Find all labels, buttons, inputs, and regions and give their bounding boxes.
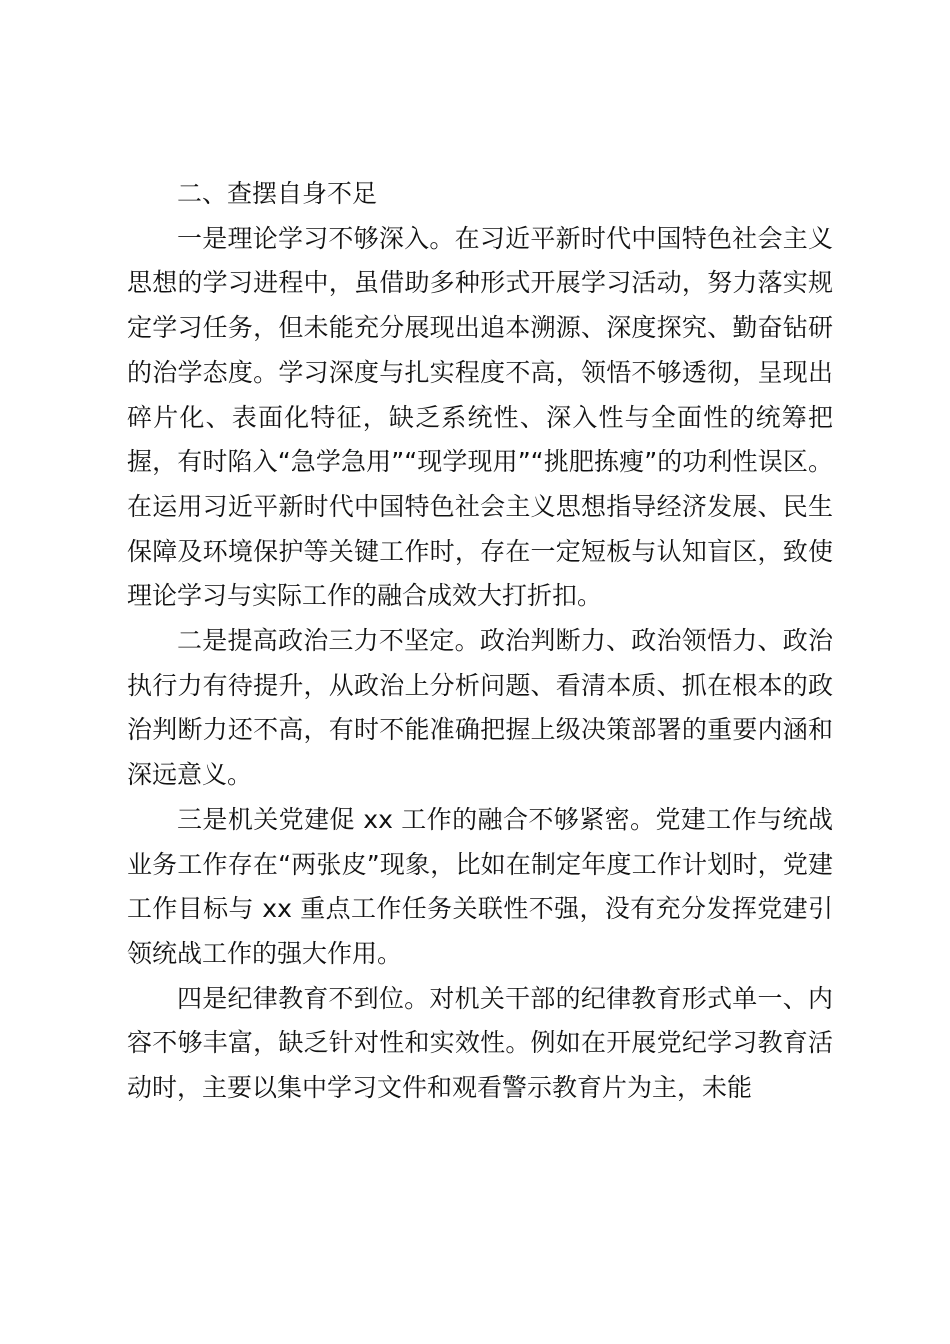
paragraph-political-ability: 二是提高政治三力不坚定。政治判断力、政治领悟力、政治执行力有待提升，从政治上分析问题、看清本质、抓在根本的政治判断力还不高，有时不能准确把握上级决策部署的重要内涵和深远意义。: [127, 626, 833, 790]
paragraph-discipline-education: 四是纪律教育不到位。对机关干部的纪律教育形式单一、内容不够丰富，缺乏针对性和实效性。例如在开展党纪学习教育活动时，主要以集中学习文件和观看警示教育片为主，未能: [127, 983, 833, 1103]
document-body: [127, 172, 833, 1111]
section-heading: 二、查摆自身不足: [177, 179, 378, 208]
paragraph-theory-study: 一是理论学习不够深入。在习近平新时代中国特色社会主义思想的学习进程中，虽借助多种形式开展学习活动，努力落实规定学习任务，但未能充分展现出追本溯源、深度探究、勤奋钻研的治学态度。学习深度与扎实程度不高，领悟不够透彻，呈现出碎片化、表面化特征，缺乏系统性、深入性与全面性的统筹把握，有时陷入“急学急用”“现学现用”“挑肥拣瘦”的功利性误区。在运用习近平新时代中国特色社会主义思想指导经济发展、民生保障及环境保护等关键工作时，存在一定短板与认知盲区，致使理论学习与实际工作的融合成效大打折扣。: [127, 223, 833, 611]
paragraph-party-building: 三是机关党建促 xx 工作的融合不够紧密。党建工作与统战业务工作存在“两张皮”现象，比如在制定年度工作计划时，党建工作目标与 xx 重点工作任务关联性不强，没有充分发挥党建引领统战工作的强大作用。: [127, 804, 833, 968]
